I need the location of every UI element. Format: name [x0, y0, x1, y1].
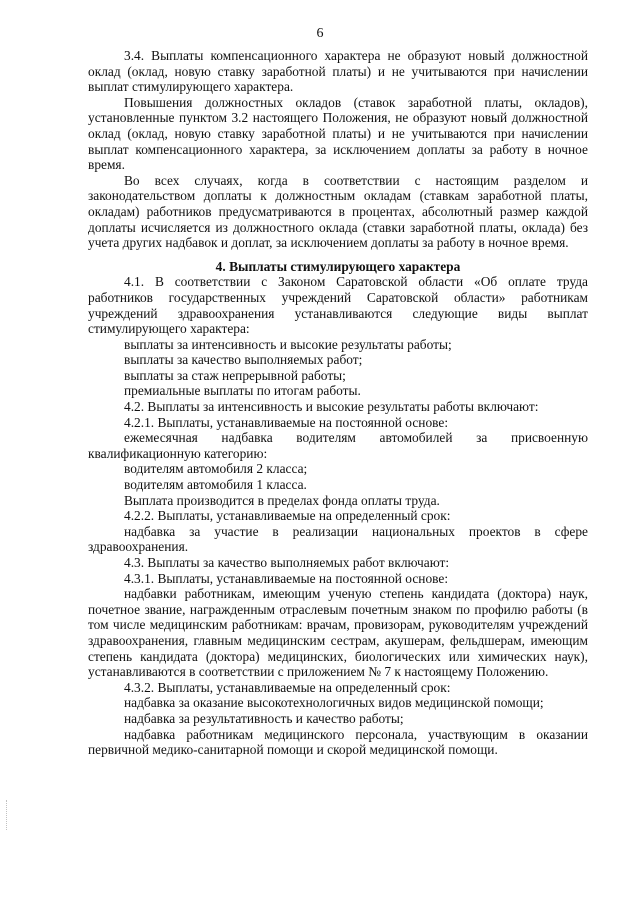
paragraph-4-3-1: 4.3.1. Выплаты, устанавливаемые на постоянной основе:	[124, 570, 449, 586]
list-item: Выплата производится в пределах фонда оплаты труда.	[124, 492, 440, 508]
paragraph-4-1: 4.1. В соответствии с Законом Саратовской области «Об оплате труда работников государственных учреждений Саратовской области» работникам учреждений здравоохранения устанавливаются следующие виды выплат стимулирующего характера:	[88, 274, 588, 337]
list-item: водителям автомобиля 1 класса.	[124, 477, 307, 493]
section-4-heading: 4. Выплаты стимулирующего характера	[215, 258, 461, 274]
list-item: надбавка работникам медицинского персонала, участвующим в оказании первичной медико-санитарной помощи и скорой медицинской помощи.	[88, 726, 588, 758]
list-item: надбавка за результативность и качество работы;	[124, 710, 404, 726]
list-item: премиальные выплаты по итогам работы.	[124, 383, 361, 399]
list-item: надбавка за оказание высокотехнологичных видов медицинской помощи;	[124, 695, 544, 711]
list-item: ежемесячная надбавка водителям автомобилей за присвоенную квалификационную категорию:	[88, 430, 588, 461]
list-item: надбавки работникам, имеющим ученую степень кандидата (доктора) наук, почетное звание, награжденным отраслевым почетным знаком по профилю работы (в том числе медицинским работникам: врачам, провизорам, руководителям учреждений здравоохранения, главным медицинским сестрам, акушерам, фельдшерам, имеющим степень кандидата (доктора) медицинских, биологических или химических наук), устанавливаются в соответствии с приложением № 7 к настоящему Положению.	[88, 586, 588, 680]
document-body	[88, 48, 588, 758]
scan-margin-mark	[6, 800, 15, 830]
list-item: выплаты за интенсивность и высокие результаты работы;	[124, 336, 452, 352]
paragraph-3-4: 3.4. Выплаты компенсационного характера не образуют новый должностной оклад (оклад, новую ставку заработной платы) и не учитываются при начислении выплат стимулирующего характера.	[88, 48, 588, 95]
list-item: выплаты за качество выполняемых работ;	[124, 352, 363, 368]
paragraph-salary-increase: Повышения должностных окладов (ставок заработной платы, окладов), установленные пунктом 3.2 настоящего Положения, не образуют новый должностной оклад (оклад, новую ставку заработной платы) и не учитываются при начислении выплат компенсационного характера, за исключением доплаты за работу в ночное время.	[88, 94, 588, 173]
paragraph-4-2: 4.2. Выплаты за интенсивность и высокие результаты работы включают:	[124, 399, 539, 415]
list-item: выплаты за стаж непрерывной работы;	[124, 367, 346, 383]
paragraph-4-2-1: 4.2.1. Выплаты, устанавливаемые на постоянной основе:	[124, 414, 449, 430]
paragraph-4-2-2: 4.2.2. Выплаты, устанавливаемые на определенный срок:	[124, 508, 451, 524]
page-number: 6	[316, 26, 324, 41]
paragraph-4-3-2: 4.3.2. Выплаты, устанавливаемые на определенный срок:	[124, 679, 451, 695]
list-item: надбавка за участие в реализации национальных проектов в сфере здравоохранения.	[88, 523, 588, 555]
paragraph-all-cases: Во всех случаях, когда в соответствии с настоящим разделом и законодательством доплаты к должностным окладам (ставкам заработной платы, окладам) работников предусматриваются в процентах, абсолютный размер каждой доплаты исчисляется из должностного оклада (ставки заработной платы, оклада) без учета других надбавок и доплат, за исключением доплаты за работу в ночное время.	[88, 172, 588, 251]
paragraph-4-3: 4.3. Выплаты за качество выполняемых работ включают:	[124, 555, 450, 570]
list-item: водителям автомобиля 2 класса;	[124, 461, 308, 477]
